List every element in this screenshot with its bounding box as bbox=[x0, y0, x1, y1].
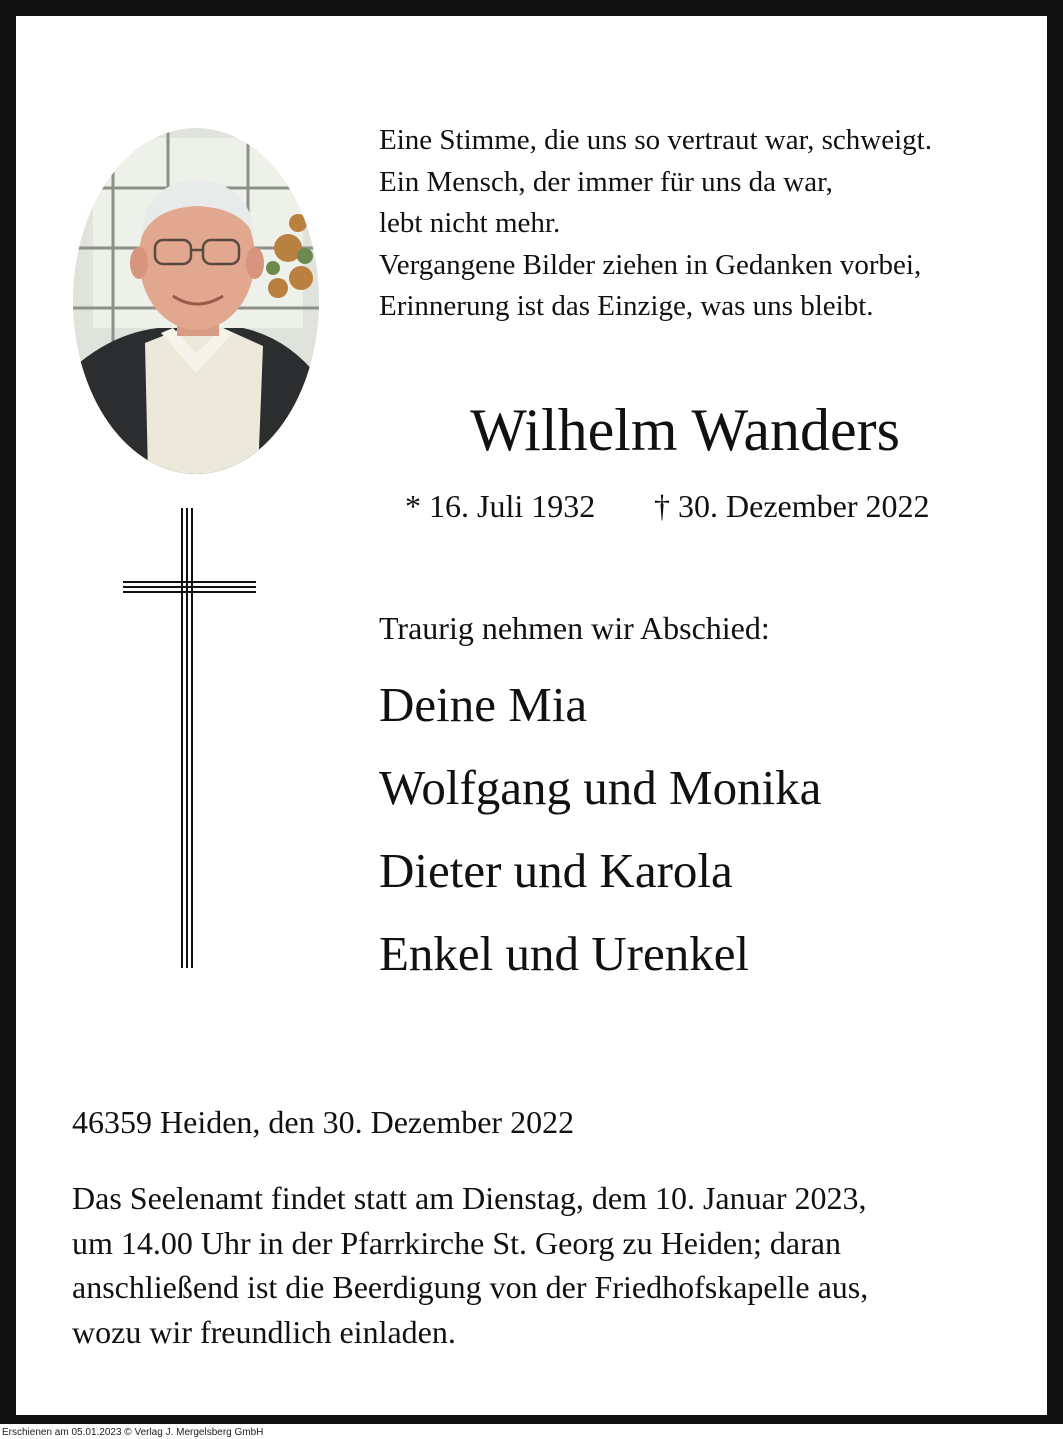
mourner-entry: Wolfgang und Monika bbox=[379, 760, 822, 815]
mourner-entry: Dieter und Karola bbox=[379, 843, 733, 898]
service-notice bbox=[72, 1176, 1002, 1354]
poem-line: lebt nicht mehr. bbox=[379, 207, 561, 239]
service-line: anschließend ist die Beerdigung von der Friedhofskapelle aus, bbox=[72, 1269, 869, 1305]
death-date: † 30. Dezember 2022 bbox=[654, 488, 930, 524]
poem-line: Erinnerung ist das Einzige, was uns bleibt. bbox=[379, 290, 874, 322]
portrait-image bbox=[73, 128, 319, 474]
deceased-name: Wilhelm Wanders bbox=[470, 397, 900, 463]
service-line: wozu wir freundlich einladen. bbox=[72, 1313, 456, 1350]
service-line: Das Seelenamt findet statt am Dienstag, dem 10. Januar 2023, bbox=[72, 1180, 867, 1216]
mourner-entry: Enkel und Urenkel bbox=[379, 926, 750, 981]
poem-line: Eine Stimme, die uns so vertraut war, schweigt. bbox=[379, 124, 932, 156]
mourner-entry: Deine Mia bbox=[379, 677, 588, 732]
poem bbox=[379, 120, 1019, 328]
mourners-list bbox=[379, 667, 1019, 999]
place-and-date: 46359 Heiden, den 30. Dezember 2022 bbox=[72, 1104, 575, 1140]
service-line: um 14.00 Uhr in der Pfarrkirche St. Georg zu Heiden; daran bbox=[72, 1224, 841, 1261]
portrait-photo bbox=[73, 128, 319, 474]
cross-icon bbox=[120, 506, 260, 976]
publication-imprint: Erschienen am 05.01.2023 © Verlag J. Mergelsberg GmbH bbox=[2, 1427, 264, 1438]
birth-date: * 16. Juli 1932 bbox=[405, 488, 596, 524]
life-dates bbox=[405, 484, 1005, 528]
poem-line: Ein Mensch, der immer für uns da war, bbox=[379, 165, 833, 198]
poem-line: Vergangene Bilder ziehen in Gedanken vorbei, bbox=[379, 248, 922, 281]
farewell-line: Traurig nehmen wir Abschied: bbox=[379, 610, 770, 646]
